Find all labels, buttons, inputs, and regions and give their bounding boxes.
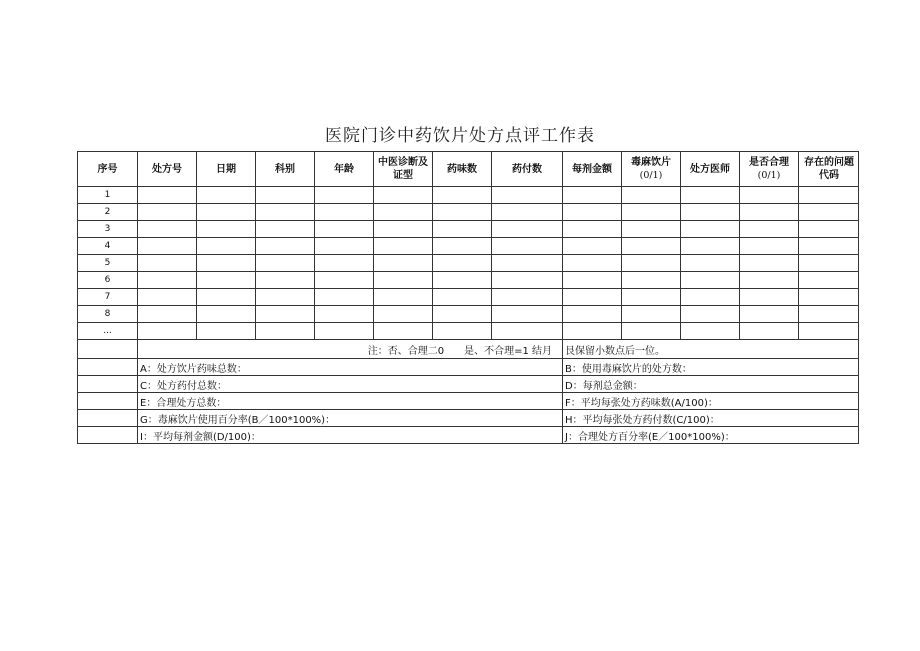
table-cell bbox=[433, 306, 492, 323]
table-cell bbox=[799, 255, 859, 272]
table-cell bbox=[492, 289, 563, 306]
table-cell bbox=[138, 323, 197, 340]
table-cell bbox=[433, 272, 492, 289]
table-cell bbox=[374, 204, 433, 221]
table-row bbox=[78, 221, 859, 238]
table-cell bbox=[197, 255, 256, 272]
table-row bbox=[78, 289, 859, 306]
summary-row bbox=[78, 427, 859, 444]
table-cell bbox=[433, 187, 492, 204]
table-cell bbox=[256, 272, 315, 289]
table-cell bbox=[563, 323, 622, 340]
summary-blank-cell bbox=[78, 427, 138, 444]
table-cell bbox=[563, 221, 622, 238]
header-rational bbox=[740, 152, 799, 187]
summary-right: H：平均每张处方药付数(C/100)： bbox=[563, 410, 859, 427]
table-row bbox=[78, 306, 859, 323]
note-left: 注：否、合理二0 是、不合理=1 结月 bbox=[138, 340, 563, 359]
summary-left: I：平均每剂金额(D/100)： bbox=[138, 427, 563, 444]
header-physician: 处方医师 bbox=[681, 152, 740, 187]
table-cell bbox=[492, 221, 563, 238]
table-cell bbox=[622, 238, 681, 255]
summary-row bbox=[78, 410, 859, 427]
table-row bbox=[78, 187, 859, 204]
table-cell bbox=[563, 204, 622, 221]
header-problem-code: 存在的问题代码 bbox=[799, 152, 859, 187]
table-cell bbox=[740, 255, 799, 272]
table-cell bbox=[138, 289, 197, 306]
table-cell bbox=[374, 289, 433, 306]
table-cell bbox=[563, 272, 622, 289]
table-cell bbox=[740, 323, 799, 340]
header-cost-per-dose: 每剂金额 bbox=[563, 152, 622, 187]
table-cell bbox=[681, 238, 740, 255]
table-cell bbox=[197, 289, 256, 306]
header-herb-count: 药味数 bbox=[433, 152, 492, 187]
summary-row bbox=[78, 359, 859, 376]
table-cell bbox=[622, 272, 681, 289]
table-cell bbox=[740, 204, 799, 221]
table-cell bbox=[563, 306, 622, 323]
table-cell bbox=[622, 204, 681, 221]
table-cell bbox=[622, 255, 681, 272]
row-index: 1 bbox=[78, 187, 138, 204]
table-cell bbox=[492, 323, 563, 340]
header-diagnosis: 中医诊断及证型 bbox=[374, 152, 433, 187]
table-cell bbox=[256, 323, 315, 340]
row-index: 7 bbox=[78, 289, 138, 306]
table-cell bbox=[256, 306, 315, 323]
note-blank-cell bbox=[78, 340, 138, 359]
table-cell bbox=[197, 187, 256, 204]
table-cell bbox=[799, 289, 859, 306]
table-cell bbox=[492, 204, 563, 221]
table-row bbox=[78, 204, 859, 221]
table-cell bbox=[492, 272, 563, 289]
table-cell bbox=[681, 272, 740, 289]
table-cell bbox=[374, 306, 433, 323]
summary-right: B：使用毒麻饮片的处方数： bbox=[563, 359, 859, 376]
table-cell bbox=[563, 289, 622, 306]
table-cell bbox=[799, 323, 859, 340]
row-index: 3 bbox=[78, 221, 138, 238]
table-row bbox=[78, 323, 859, 340]
header-prescription-no: 处方号 bbox=[138, 152, 197, 187]
table-cell bbox=[492, 238, 563, 255]
table-cell bbox=[563, 255, 622, 272]
table-cell bbox=[197, 306, 256, 323]
table-cell bbox=[315, 187, 374, 204]
row-index: 5 bbox=[78, 255, 138, 272]
table-cell bbox=[433, 204, 492, 221]
row-index: ... bbox=[78, 323, 138, 340]
table-cell bbox=[433, 238, 492, 255]
header-department: 科别 bbox=[256, 152, 315, 187]
summary-blank-cell bbox=[78, 376, 138, 393]
summary-left: G：毒麻饮片使用百分率(B／100*100%)： bbox=[138, 410, 563, 427]
table-cell bbox=[315, 204, 374, 221]
table-cell bbox=[799, 187, 859, 204]
table-cell bbox=[315, 238, 374, 255]
table-cell bbox=[681, 323, 740, 340]
table-cell bbox=[622, 323, 681, 340]
summary-left: A：处方饮片药味总数： bbox=[138, 359, 563, 376]
table-row bbox=[78, 238, 859, 255]
table-cell bbox=[681, 204, 740, 221]
table-cell bbox=[315, 306, 374, 323]
header-rational-scale: (0/1) bbox=[757, 170, 781, 181]
summary-row bbox=[78, 376, 859, 393]
table-cell bbox=[197, 204, 256, 221]
row-index: 8 bbox=[78, 306, 138, 323]
table-cell bbox=[740, 221, 799, 238]
table-cell bbox=[740, 238, 799, 255]
table-cell bbox=[138, 238, 197, 255]
table-cell bbox=[315, 221, 374, 238]
table-cell bbox=[138, 255, 197, 272]
summary-right: J：合理处方百分率(E／100*100%)： bbox=[563, 427, 859, 444]
header-index: 序号 bbox=[78, 152, 138, 187]
table-cell bbox=[256, 187, 315, 204]
table-cell bbox=[374, 238, 433, 255]
table-cell bbox=[563, 238, 622, 255]
table-cell bbox=[315, 272, 374, 289]
summary-blank-cell bbox=[78, 410, 138, 427]
table-cell bbox=[138, 306, 197, 323]
summary-left: E：合理处方总数： bbox=[138, 393, 563, 410]
row-index: 4 bbox=[78, 238, 138, 255]
table-cell bbox=[315, 255, 374, 272]
table-cell bbox=[433, 323, 492, 340]
table-cell bbox=[622, 221, 681, 238]
table-cell bbox=[681, 187, 740, 204]
header-toxic-herbs-label: 毒麻饮片 bbox=[631, 157, 671, 168]
summary-right: D：每剂总金额： bbox=[563, 376, 859, 393]
table-cell bbox=[799, 272, 859, 289]
table-cell bbox=[197, 272, 256, 289]
table-row bbox=[78, 255, 859, 272]
table-cell bbox=[433, 221, 492, 238]
table-cell bbox=[138, 272, 197, 289]
summary-blank-cell bbox=[78, 393, 138, 410]
row-index: 6 bbox=[78, 272, 138, 289]
header-age: 年龄 bbox=[315, 152, 374, 187]
table-cell bbox=[256, 289, 315, 306]
header-toxic-herbs-scale: (0/1) bbox=[639, 170, 663, 181]
table-cell bbox=[256, 255, 315, 272]
note-row bbox=[78, 340, 859, 359]
table-cell bbox=[197, 323, 256, 340]
table-cell bbox=[138, 204, 197, 221]
table-cell bbox=[197, 238, 256, 255]
table-cell bbox=[740, 187, 799, 204]
table-cell bbox=[622, 187, 681, 204]
summary-blank-cell bbox=[78, 359, 138, 376]
table-cell bbox=[681, 289, 740, 306]
table-cell bbox=[799, 238, 859, 255]
table-cell bbox=[138, 221, 197, 238]
table-cell bbox=[799, 221, 859, 238]
table-cell bbox=[197, 221, 256, 238]
table-cell bbox=[256, 204, 315, 221]
table-cell bbox=[563, 187, 622, 204]
table-cell bbox=[799, 204, 859, 221]
header-toxic-herbs bbox=[622, 152, 681, 187]
prescription-review-table bbox=[77, 151, 859, 444]
table-cell bbox=[138, 187, 197, 204]
table-cell bbox=[740, 306, 799, 323]
header-rational-label: 是否合理 bbox=[749, 157, 789, 168]
table-cell bbox=[622, 306, 681, 323]
table-cell bbox=[681, 255, 740, 272]
header-row bbox=[78, 152, 859, 187]
table-cell bbox=[799, 306, 859, 323]
table-cell bbox=[681, 221, 740, 238]
table-cell bbox=[681, 306, 740, 323]
row-index: 2 bbox=[78, 204, 138, 221]
table-cell bbox=[374, 221, 433, 238]
table-cell bbox=[492, 187, 563, 204]
table-cell bbox=[374, 255, 433, 272]
table-cell bbox=[622, 289, 681, 306]
summary-row bbox=[78, 393, 859, 410]
summary-right: F：平均每张处方药味数(A/100)： bbox=[563, 393, 859, 410]
table-cell bbox=[433, 289, 492, 306]
summary-left: C：处方药付总数： bbox=[138, 376, 563, 393]
table-cell bbox=[374, 187, 433, 204]
header-date: 日期 bbox=[197, 152, 256, 187]
table-cell bbox=[256, 238, 315, 255]
table-cell bbox=[256, 221, 315, 238]
table-cell bbox=[315, 323, 374, 340]
table-cell bbox=[374, 323, 433, 340]
table-row bbox=[78, 272, 859, 289]
table-cell bbox=[492, 255, 563, 272]
header-dose-count: 药付数 bbox=[492, 152, 563, 187]
table-cell bbox=[740, 272, 799, 289]
table-cell bbox=[433, 255, 492, 272]
table-cell bbox=[315, 289, 374, 306]
table-cell bbox=[374, 272, 433, 289]
table-cell bbox=[740, 289, 799, 306]
page-title: 医院门诊中药饮片处方点评工作表 bbox=[325, 126, 595, 146]
note-right: 艮保留小数点后一位。 bbox=[563, 340, 859, 359]
table-cell bbox=[492, 306, 563, 323]
